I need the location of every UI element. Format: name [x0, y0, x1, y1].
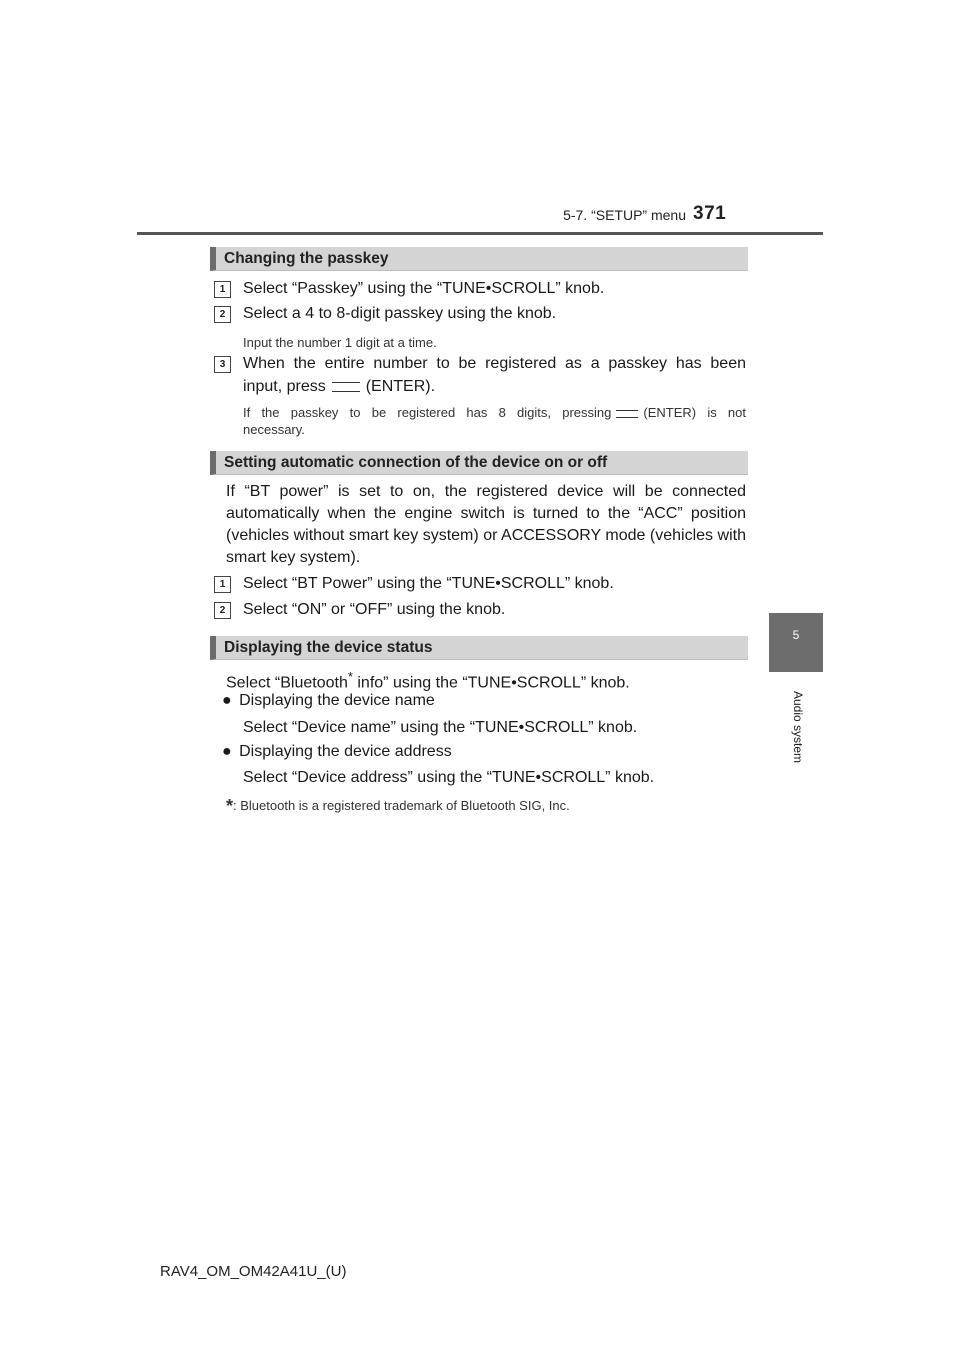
step-text-fragment: (ENTER). [365, 378, 436, 395]
step-text: Select “BT Power” using the “TUNE•SCROLL” knob. [243, 575, 614, 592]
note-fragment: If the passkey to be registered has 8 digits, pressing [243, 405, 612, 420]
note-fragment: (ENTER) is not [643, 405, 746, 420]
step-text-fragment: input, press [243, 378, 326, 395]
step-note: necessary. [243, 422, 305, 437]
step-text-continued [243, 376, 435, 398]
enter-button-icon [616, 410, 638, 418]
step-number-3: 3 [214, 356, 231, 373]
step-note: Input the number 1 digit at a time. [243, 335, 437, 350]
bullet-title: Displaying the device name [239, 692, 435, 709]
step-text: Select “Passkey” using the “TUNE•SCROLL” knob. [243, 280, 605, 297]
step-note [243, 404, 746, 421]
step-text: Select “ON” or “OFF” using the knob. [243, 601, 506, 618]
chapter-tab-label: Audio system [791, 690, 805, 764]
step-number-1: 1 [214, 576, 231, 593]
section-title: Setting automatic connection of the device on or off [224, 454, 608, 471]
step-number-2: 2 [214, 306, 231, 323]
section-heading-auto-connect [210, 451, 748, 475]
footnote-marker: * [347, 669, 353, 684]
bullet-icon: ● [222, 692, 232, 709]
bullet-item [222, 741, 452, 763]
document-code: RAV4_OM_OM42A41U_(U) [160, 1263, 347, 1280]
section-intro: If “BT power” is set to on, the registered device will be connected automatically when the engine switch is turned to the “ACC” position (vehicles without smart key system) or ACCESSORY mode (vehicles with smart key system). [226, 483, 746, 566]
section-heading-device-status [210, 636, 748, 660]
step-text: Select a 4 to 8-digit passkey using the knob. [243, 305, 557, 322]
header-rule [137, 232, 823, 235]
bullet-text: Select “Device name” using the “TUNE•SCROLL” knob. [243, 719, 638, 736]
bullet-title: Displaying the device address [239, 743, 452, 760]
step-text: When the entire number to be registered as a passkey has been [243, 355, 746, 372]
enter-button-icon [332, 382, 360, 392]
chapter-tab-number: 5 [792, 628, 800, 642]
intro-fragment: Select “Bluetooth [226, 674, 348, 692]
intro-fragment: info” using the “TUNE•SCROLL” knob. [352, 674, 630, 692]
step-number-1: 1 [214, 281, 231, 298]
bullet-text: Select “Device address” using the “TUNE•SCROLL” knob. [243, 769, 655, 786]
page-number: 371 [693, 203, 727, 224]
section-heading-passkey [210, 247, 748, 271]
section-title: Changing the passkey [224, 250, 389, 267]
footnote-text: : Bluetooth is a registered trademark of Bluetooth SIG, Inc. [233, 798, 570, 813]
footnote-marker: * [226, 796, 234, 816]
chapter-tab [769, 613, 823, 672]
section-title: Displaying the device status [224, 639, 433, 656]
section-reference: 5-7. “SETUP” menu [563, 207, 686, 223]
bullet-item [222, 690, 435, 712]
footnote [226, 797, 570, 815]
step-number-2: 2 [214, 602, 231, 619]
bullet-icon: ● [222, 743, 232, 760]
